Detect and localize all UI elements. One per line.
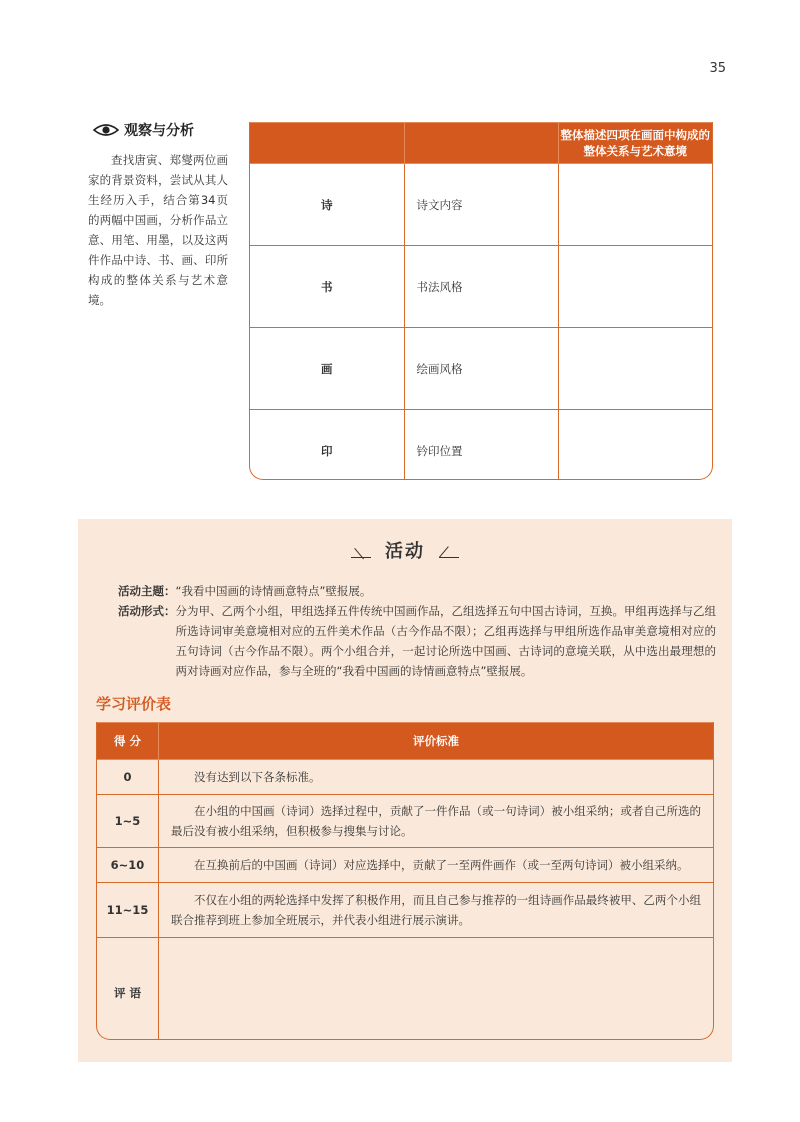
activity-theme — [118, 581, 716, 601]
observe-title-text: 观察与分析 — [124, 123, 194, 139]
row-score: 1~5 — [97, 795, 159, 848]
eye-icon — [92, 122, 120, 138]
observe-section — [88, 120, 228, 310]
eval-header-score: 得 分 — [97, 723, 159, 760]
observe-title — [92, 120, 228, 140]
activity-panel — [78, 519, 732, 1062]
eval-header-criteria: 评价标准 — [159, 723, 714, 760]
activity-heading-text: 活动 — [385, 541, 425, 562]
comment-row — [97, 938, 713, 1041]
form-text: 分为甲、乙两个小组，甲组选择五件传统中国画作品，乙组选择五句中国古诗词，互换。甲组再选择与乙组所选诗词审美意境相对应的五件美术作品（古今作品不限）；乙组再选择与甲组所选作品审美意境相对应的五句诗词（古今作品不限）。两个小组合并，一起讨论所选中国画、古诗词的意境关联，从中选出最理想的两对诗画对应作品，参与全班的“我看中国画的诗情画意特点”壁报展。 — [175, 604, 716, 678]
analysis-header: 整体描述四项在画面中构成的整体关系与艺术意境 — [558, 123, 712, 164]
evaluation-title: 学习评价表 — [96, 695, 172, 713]
row-criteria: 在互换前后的中国画（诗词）对应选择中，贡献了一至两件画作（或一至两句诗词）被小组采纳。 — [159, 848, 714, 883]
row-aspect: 诗文内容 — [404, 164, 558, 246]
analysis-table — [249, 122, 713, 480]
analysis-row-poem — [250, 164, 712, 246]
row-aspect: 钤印位置 — [404, 410, 558, 481]
analysis-row-calligraphy — [250, 246, 712, 328]
row-aspect: 书法风格 — [404, 246, 558, 328]
observe-text: 查找唐寅、郑燮两位画家的背景资料，尝试从其人生经历入手，结合第34页的两幅中国画，分析作品立意、用笔、用墨，以及这两件作品中诗、书、画、印所构成的整体关系与艺术意境。 — [88, 153, 228, 307]
row-answer-cell[interactable] — [558, 164, 712, 246]
heading-right-slash-icon — [433, 543, 463, 561]
row-criteria: 没有达到以下各条标准。 — [159, 760, 714, 795]
row-score: 11~15 — [97, 883, 159, 938]
page-number: 35 — [709, 61, 726, 76]
table-row — [97, 760, 713, 795]
row-score: 6~10 — [97, 848, 159, 883]
row-char: 书 — [250, 246, 404, 328]
comment-label: 评 语 — [97, 938, 159, 1041]
row-char: 诗 — [250, 164, 404, 246]
form-label: 活动形式： — [118, 604, 176, 618]
analysis-row-painting — [250, 328, 712, 410]
row-criteria: 不仅在小组的两轮选择中发挥了积极作用，而且自己参与推荐的一组诗画作品最终被甲、乙两个小组联合推荐到班上参加全班展示，并代表小组进行展示演讲。 — [159, 883, 714, 938]
activity-form — [118, 601, 716, 681]
analysis-row-seal — [250, 410, 712, 481]
evaluation-table — [96, 722, 714, 1040]
row-answer-cell[interactable] — [558, 246, 712, 328]
row-score: 0 — [97, 760, 159, 795]
table-row — [97, 883, 713, 938]
comment-field[interactable] — [159, 938, 714, 1041]
activity-info — [118, 581, 716, 681]
row-char: 印 — [250, 410, 404, 481]
row-char: 画 — [250, 328, 404, 410]
theme-label: 活动主题： — [118, 584, 176, 598]
activity-heading — [78, 537, 732, 563]
row-criteria: 在小组的中国画（诗词）选择过程中，贡献了一件作品（或一句诗词）被小组采纳；或者自己所选的最后没有被小组采纳，但积极参与搜集与讨论。 — [159, 795, 714, 848]
heading-left-slash-icon — [347, 543, 377, 561]
analysis-header-blank-2 — [404, 123, 558, 164]
analysis-header-blank-1 — [250, 123, 404, 164]
table-row — [97, 848, 713, 883]
row-answer-cell[interactable] — [558, 328, 712, 410]
row-answer-cell[interactable] — [558, 410, 712, 481]
row-aspect: 绘画风格 — [404, 328, 558, 410]
table-row — [97, 795, 713, 848]
theme-text: “我看中国画的诗情画意特点”壁报展。 — [175, 584, 372, 598]
